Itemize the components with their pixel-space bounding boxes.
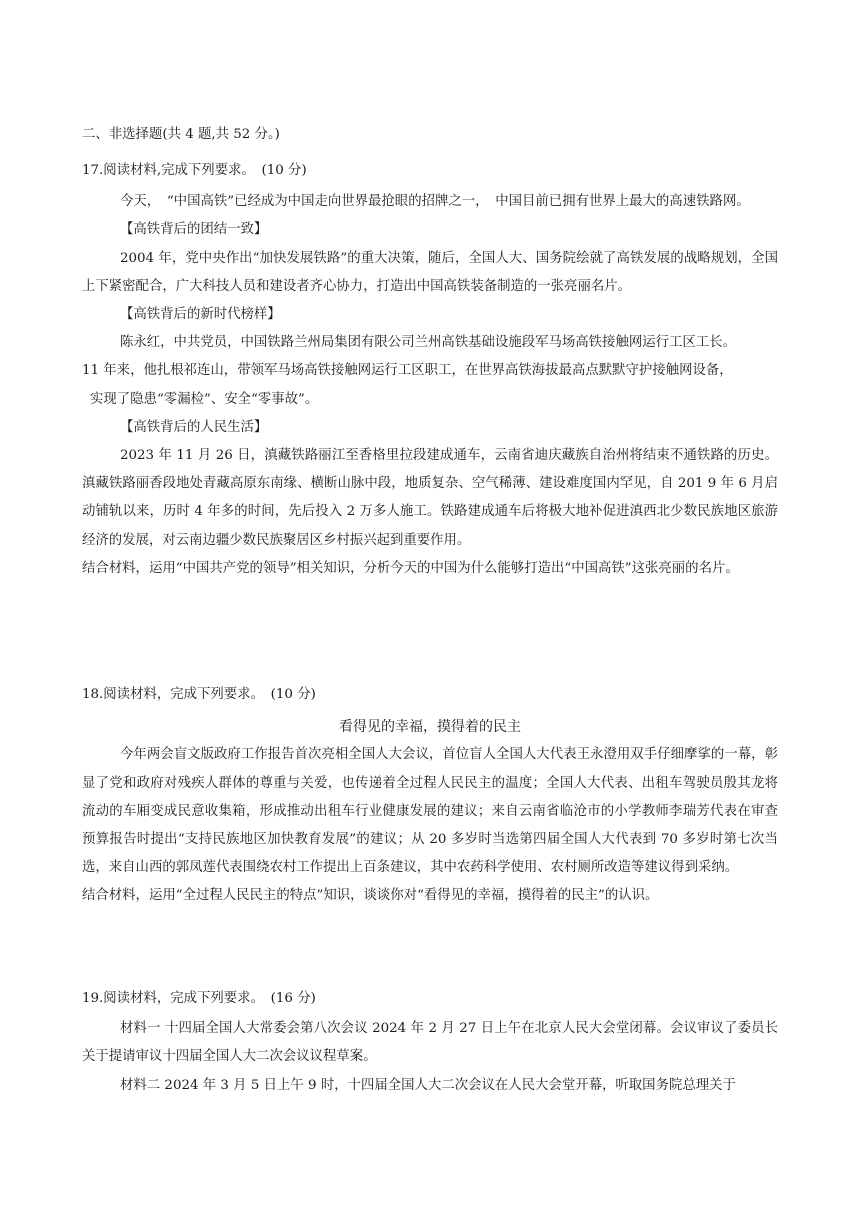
section-header: 二、非选择题(共 4 题,共 52 分。) [82,127,280,142]
q17-paragraph-railway: 2023 年 11 月 26 日，滇藏铁路丽江至香格里拉段建成通车，云南省迪庆藏族自治州将结束不通铁路的历史。滇藏铁路丽香段地处青藏高原东南缘、横断山脉中段，地质复杂、空气稀薄、建设难度国内罕见，自 201 9 年 6 月启动铺轨以来，历时 4 年多的时间，先后投入 2 万多人施工。铁路建成通车后将极大地补促进滇西北少数民族地区旅游经济的发展，对云南边疆少数民族聚居区乡村振兴起到重要作用。 [82,448,778,548]
q17-paragraph-chen-line2: 11 年来，他扎根祁连山，带领军马场高铁接触网运行工区职工，在世界高铁海拔最高点默默守护接触网设备， [82,363,733,379]
q17-heading-people-life: 【高铁背后的人民生活】 [120,419,268,435]
question-18 [82,681,778,911]
q17-heading-role-model: 【高铁背后的新时代榜样】 [120,307,281,323]
question-19 [82,985,778,1100]
q18-title: 看得见的幸福，摸得着的民主 [339,719,521,736]
q19-material-1: 材料一 十四届全国人大常委会第八次会议 2024 年 2 月 27 日上午在北京人民大会堂闭幕。会议审议了委员长关于提请审议十四届全国人大二次会议议程草案。 [82,1021,778,1065]
q17-task: 结合材料，运用“中国共产党的领导”相关知识，分析今天的中国为什么能够打造出“中国高铁”这张亮丽的名片。 [82,560,739,576]
q17-intro: 今天， “中国高铁”已经成为中国走向世界最抢眼的招牌之一， 中国目前已拥有世界上最大的高速铁路网。 [120,194,750,210]
q18-paragraph: 今年两会盲文版政府工作报告首次亮相全国人大会议，首位盲人全国人大代表王永澄用双手仔细摩挲的一幕，彰显了党和政府对残疾人群体的尊重与关爱，也传递着全过程人民民主的温度；全国人大代表、出租车驾驶员殷其龙将流动的车厢变成民意收集箱，形成推动出租车行业健康发展的建议；来自云南省临沧市的小学教师李瑞芳代表在审查预算报告时提出“支持民族地区加快教育发展”的建议；从 20 多岁时当选第四届全国人大代表到 70 多岁时第七次当选，来自山西的郭凤莲代表围绕农村工作提出上百条建议，其中农药科学使用、农村厕所改造等建议得到采纳。 [82,747,778,876]
q18-task: 结合材料，运用“全过程人民民主的特点”知识，谈谈你对“看得见的幸福，摸得着的民主”的认识。 [82,888,659,904]
q18-header: 18.阅读材料，完成下列要求。 (10 分) [82,687,316,702]
q17-heading-unity: 【高铁背后的团结一致】 [120,222,268,238]
q17-paragraph-chen-line1: 陈永红，中共党员，中国铁路兰州局集团有限公司兰州高铁基础设施段军马场高铁接触网运行工区工长。 [120,335,736,351]
q17-paragraph-2004: 2004 年，党中央作出“加快发展铁路”的重大决策，随后，全国人大、国务院绘就了高铁发展的战略规划，全国上下紧密配合，广大科技人员和建设者齐心协力，打造出中国高铁装备制造的一张亮丽名片。 [82,250,778,294]
q17-header: 17.阅读材料,完成下列要求。 (10 分) [82,163,307,178]
q19-material-2: 材料二 2024 年 3 月 5 日上午 9 时，十四届全国人大二次会议在人民大会堂开幕，听取国务院总理关于 [120,1077,736,1093]
question-17 [82,157,778,583]
q19-header: 19.阅读材料，完成下列要求。 (16 分) [82,991,316,1006]
q17-paragraph-chen-line3: 实现了隐患“零漏检”、安全“零事故”。 [90,391,319,407]
